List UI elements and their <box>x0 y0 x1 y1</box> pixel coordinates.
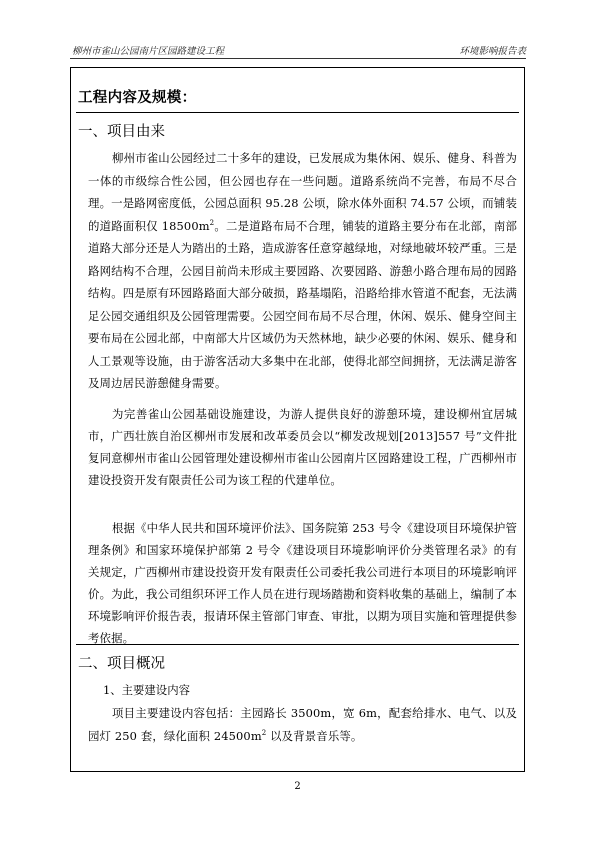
section2-p1-superscript: 2 <box>261 728 267 737</box>
section1-paragraph-1 <box>88 147 517 395</box>
section1-paragraph-2: 为完善雀山公园基础设施建设，为游人提供良好的游憩环境，建设柳州宜居城市，广西壮族自治区柳州市发展和改革委员会以“柳发改规划[2013]557 号”文件批复同意柳州市雀山公园管理处建设柳州市雀山公园南片区园路建设工程，广西柳州市建设投资开发有限责任公司为该工程的代建单位。 <box>88 407 517 487</box>
heading-rule <box>76 112 519 113</box>
main-heading: 工程内容及规模： <box>78 90 197 106</box>
section1-paragraph-3: 根据《中华人民共和国环境评价法》、国务院第 253 号令《建设项目环境保护管理条例》和国家环境保护部第 2 号令《建设项目环境影响评价分类管理名录》的有关规定，广西柳州市建设投资开发有限责任公司委托我公司进行本项目的环境影响评价。为此，我公司组织环评工作人员在进行现场踏勘和资料收集的基础上，编制了本环境影响评价报告表，报请环保主管部门审查、审批，以期为项目实施和管理提供参考依据。 <box>88 521 517 645</box>
section1-p1-text-a: 柳州市雀山公园经过二十多年的建设，已发展成为集休闲、娱乐、健身、科普为一体的市级综合性公园，但公园也存在一些问题。道路系统尚不完善，布局不尽合理。一是路网密度低，公园总面积 95.28 公顷，除水体外面积 74.57 公顷，而铺装的道路面积仅 18500m <box>88 151 517 233</box>
section2-p1-text-b: 以及背景音乐等。 <box>266 728 363 743</box>
section1-p1-text-b: 。二是道路布局不合理，铺装的道路主要分布在北部，南部道路大部分还是人为踏出的土路，造成游客任意穿越绿地，对绿地破坏较严重。三是路网结构不合理，公园目前尚未形成主要园路、次要园路、游憩小路合理布局的园路结构。四是原有环园路路面大部分破损，路基塌陷，沿路给排水管道不配套，无法满足公园交通组织及公园管理需要。公园空间布局不尽合理，休闲、娱乐、健身空间主要布局在公园北部，中南部大片区域仍为天然林地，缺少必要的休闲、娱乐、健身和人工景观等设施，由于游客活动大多集中在北部，使得北部空间拥挤，无法满足游客及周边居民游憩健身需要。 <box>88 218 517 390</box>
header-rule <box>70 58 526 59</box>
page-number: 2 <box>294 781 301 792</box>
section1-p1-superscript: 2 <box>209 218 215 227</box>
section2-title: 二、项目概况 <box>78 656 165 672</box>
section-rule <box>76 644 519 645</box>
section2-p1-text-a: 项目主要建设内容包括：主园路长 3500m，宽 6m，配套给排水、电气、以及园灯 250 套，绿化面积 24500m <box>88 706 517 743</box>
section2-subheading: 1、主要建设内容 <box>103 683 190 697</box>
section1-title: 一、项目由来 <box>78 124 165 140</box>
page-header <box>70 43 526 57</box>
header-report-type: 环境影响报告表 <box>459 46 526 57</box>
section2-paragraph-1 <box>88 702 517 747</box>
header-project-title: 柳州市雀山公园南片区园路建设工程 <box>72 46 225 57</box>
